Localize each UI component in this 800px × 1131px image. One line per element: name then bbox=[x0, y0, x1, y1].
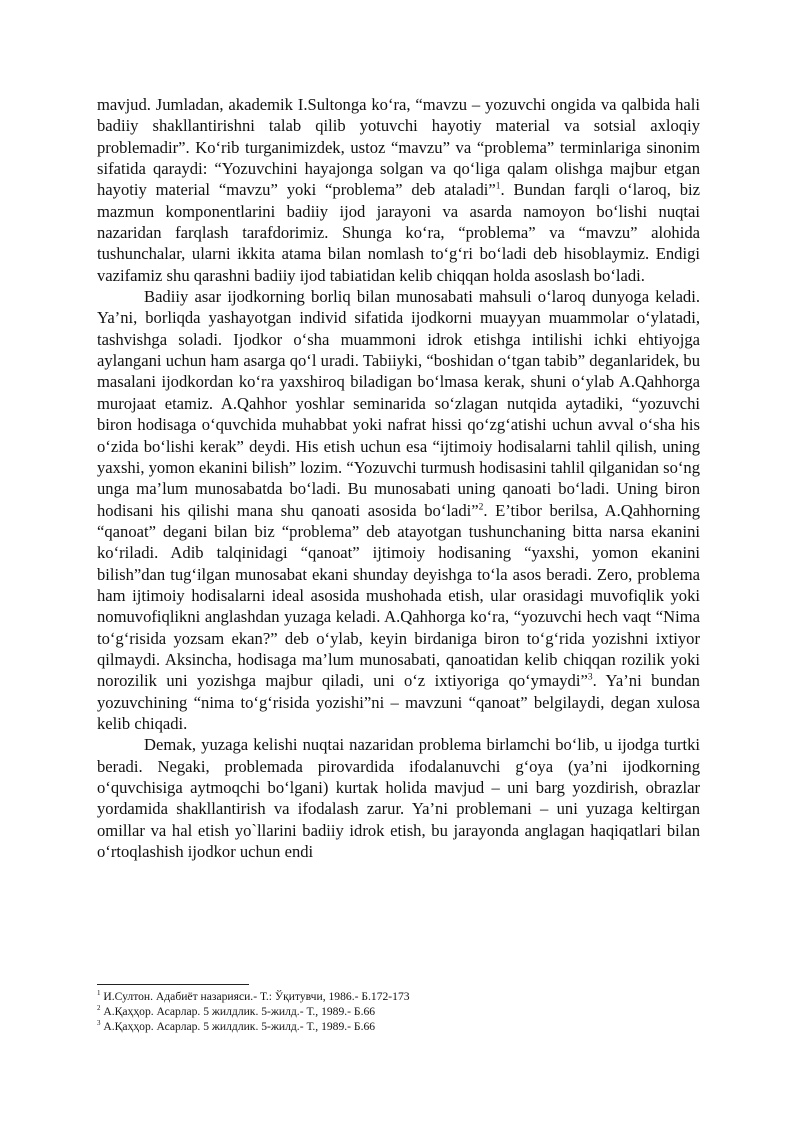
paragraph-text: Badiiy asar ijodkorning borliq bilan munosabati mahsuli oʻlaroq dunyoga keladi. Ya’ni, borliqda yashayotgan individ sifatida ijodkorni muayyan muammolar oʻylatadi, tashvishga soladi. Ijodkor oʻsha muammoni idrok etishga intilishi ichki ehtiyojga aylangani uchun ham asarga qoʻl uradi. Tabiiyki, “boshidan oʻtgan tabib” deganlaridek, bu masalani ijodkordan koʻra yaxshiroq biladigan boʻlmasa kerak, shuni oʻylab A.Qahhorga murojaat etamiz. A.Qahhor yoshlar seminarida soʻzlagan nutqida aytadiki, “yozuvchi biron hodisaga oʻquvchida muhabbat yoki nafrat hissi qoʻzgʻatishi uchun avval oʻsha his oʻzida boʻlishi kerak” deydi. His etish uchun esa “ijtimoiy hodisalarni tahlil qilish, uning yaxshi, yomon ekanini bilish” lozim. “Yozuvchi turmush hodisasini tahlil qilganidan soʻng unga ma’lum munosabatda boʻladi. Bu munosabati uning qanoati boʻladi. Uning biron hodisani his qilishi mana shu qanoati asosida boʻladi” bbox=[97, 287, 701, 520]
footnote bbox=[97, 989, 700, 1004]
paragraph bbox=[97, 286, 700, 734]
paragraph-text: . E’tibor berilsa, A.Qahhorning “qanoat” degani bilan biz “problema” deb atayotgan tushunchaning bitta narsa ekanini koʻriladi. Adib talqinidagi “qanoat” ijtimoiy hodisaning “yaxshi, yomon ekanini bilish”dan tugʻilgan munosabat ekani shunday deyishga toʻla asos beradi. Zero, problema ham ijtimoiy hodisalarni ideal asosida mushohada etish, ular orasidagi muvofiqlik yoki nomuvofiqlikni anglashdan yuzaga keladi. A.Qahhorga koʻra, “yozuvchi hech vaqt “Nima toʻgʻrisida yozsam ekan?” deb oʻylab, keyin birdaniga biron toʻgʻrida yozishni ixtiyor qilmaydi. Aksincha, hodisaga ma’lum munosabati, qanoatidan kelib chiqqan rozilik yoki norozilik uni yozishga majbur qiladi, uni oʻz ixtiyoriga qoʻymaydi” bbox=[97, 500, 700, 691]
paragraph-text: Demak, yuzaga kelishi nuqtai nazaridan problema birlamchi boʻlib, u ijodga turtki beradi. Negaki, problemada pirovardida ifodalanuvchi gʻoya (ya’ni ijodkorning oʻquvchisiga aytmoqchi boʻlgani) kurtak holida mavjud – uni barg yozdirish, obrazlar yordamida shakllantirish va ifodalash zarur. Ya’ni problemani – uni yuzaga keltirgan omillar va hal etish yo`llarini badiiy idrok etish, bu jarayonda anglagan haqiqatlari bilan oʻrtoqlashish ijodkor uchun endi bbox=[97, 735, 700, 862]
footnotes bbox=[97, 989, 700, 1035]
footnote-reference: 2 bbox=[478, 502, 484, 512]
footnote bbox=[97, 1019, 700, 1034]
footnote bbox=[97, 1004, 700, 1019]
paragraph bbox=[97, 94, 700, 286]
footnote-text: А.Қаҳҳор. Асарлар. 5 жилдлик. 5-жилд.- Т., 1989.- Б.66 bbox=[103, 1005, 376, 1019]
footnote-text: И.Султон. Адабиёт назарияси.- Т.: Ўқитувчи, 1986.- Б.172-173 bbox=[103, 990, 410, 1003]
paragraph-text: mavjud. Jumladan, akademik I.Sultonga koʻra, “mavzu – yozuvchi ongida va qalbida hali badiiy shakllantirishni talab qilib yotuvchi hayotiy material va sotsial axloqiy problemadir”. Koʻrib turganimizdek, ustoz “mavzu” va “problema” terminlariga sinonim sifatida qaraydi: “Yozuvchini hayajonga solgan va qoʻliga qalam olishga majbur etgan hayotiy material “mavzu” yoki “problema” deb ataladi” bbox=[97, 95, 700, 200]
footnote-separator bbox=[97, 984, 249, 985]
footnote-number: 1 bbox=[97, 989, 101, 998]
footnote-text: А.Қаҳҳор. Асарлар. 5 жилдлик. 5-жилд.- Т., 1989.- Б.66 bbox=[103, 1020, 376, 1034]
footnote-reference: 1 bbox=[495, 181, 501, 192]
paragraph bbox=[97, 734, 700, 862]
footnote-number: 3 bbox=[97, 1019, 101, 1028]
paragraph-text: . Ya’ni bundan yozuvchining “nima toʻgʻrisida yozishi”ni – mavzuni “qanoat” belgilaydi, degan xulosa kelib chiqadi. bbox=[97, 671, 700, 733]
footnote-reference: 3 bbox=[587, 672, 593, 683]
footnote-number: 2 bbox=[97, 1004, 101, 1013]
body-text bbox=[97, 94, 700, 862]
paragraph-text: . Bundan farqli oʻlaroq, biz mazmun komponentlarini badiiy ijod jarayoni va asarda namoyon boʻlishi nuqtai nazaridan farqlash tarafdorimiz. Shunga koʻra, “problema” va “mavzu” alohida tushunchalar, ularni ikkita atama bilan nomlash toʻgʻri boʻladi deb hisoblaymiz. Endigi vazifamiz shu qarashni badiiy ijod tabiatidan kelib chiqqan holda asoslash boʻladi. bbox=[97, 180, 700, 285]
